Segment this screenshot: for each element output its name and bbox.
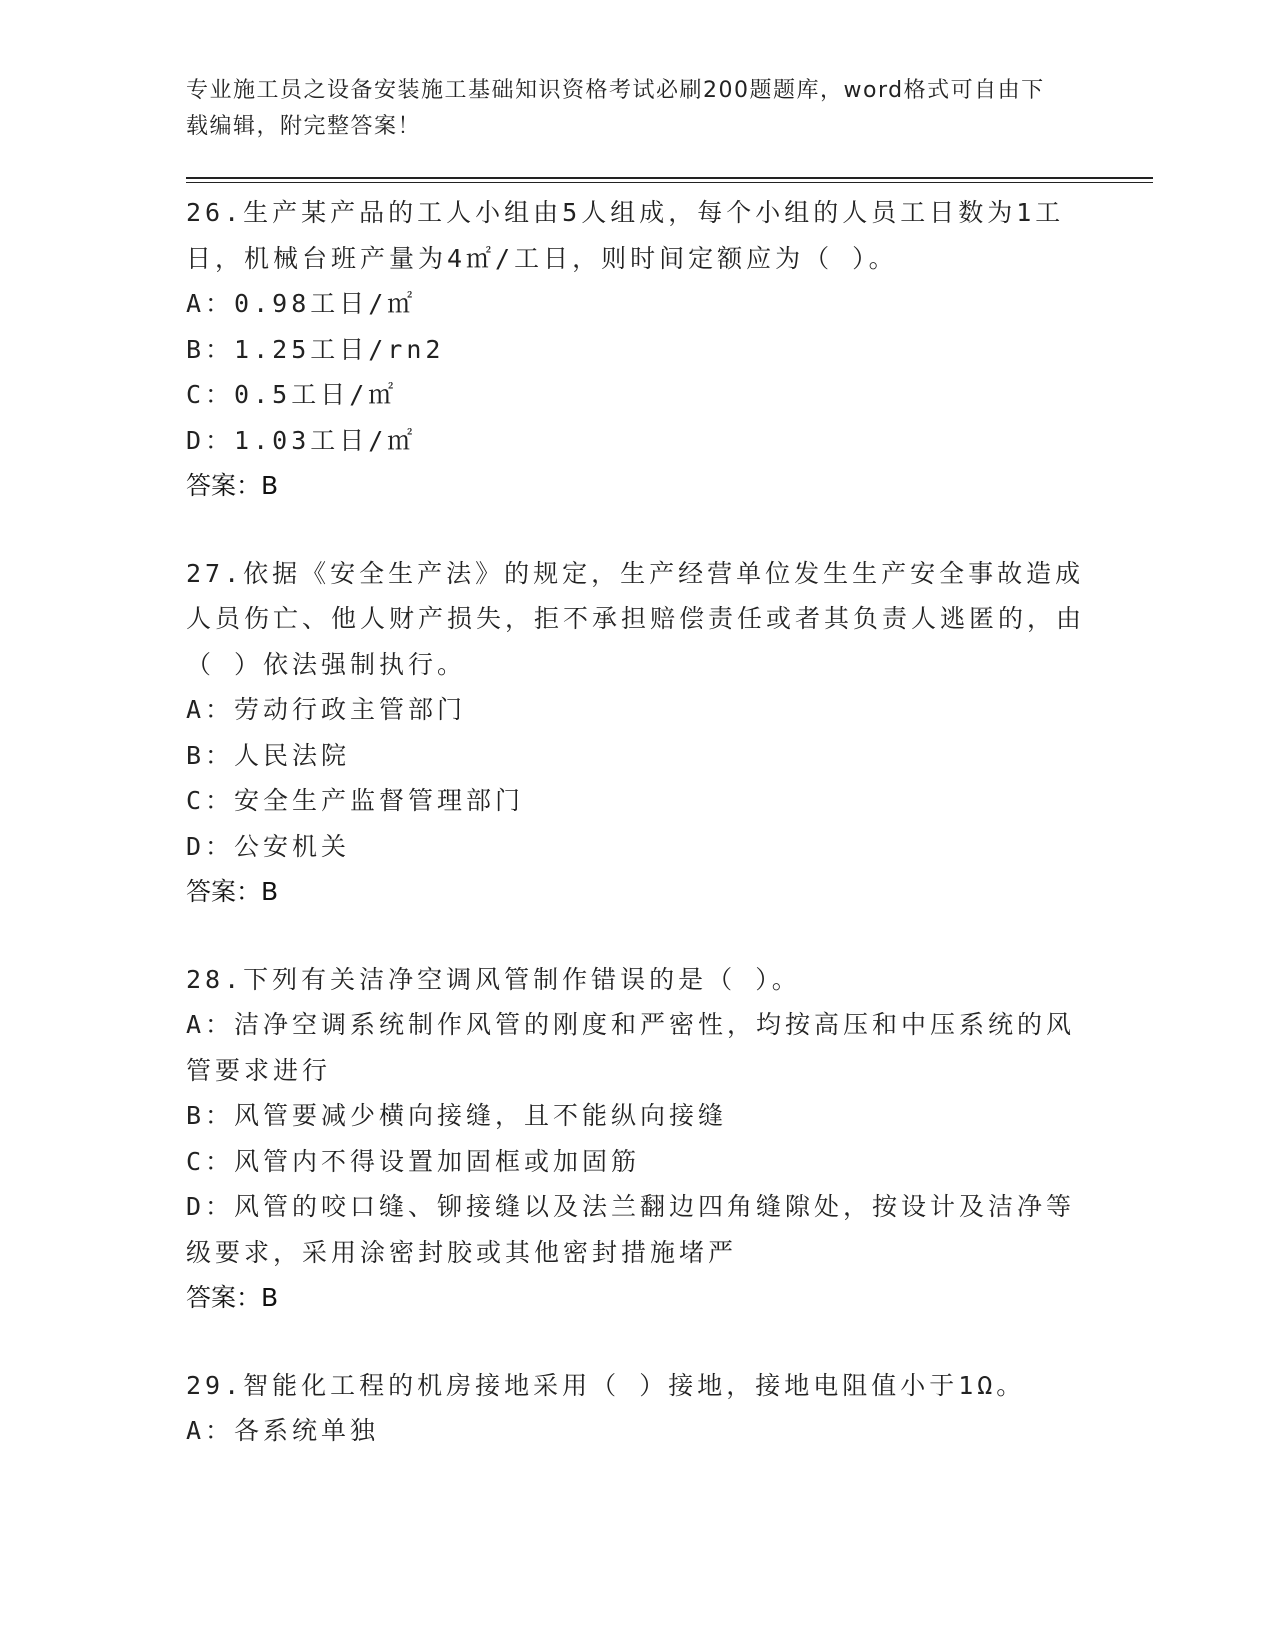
option-b: B：风管要减少横向接缝，且不能纵向接缝	[186, 1101, 728, 1130]
question-list	[186, 190, 1086, 1496]
question-28	[186, 957, 1086, 1321]
question-text: 26.生产某产品的工人小组由5人组成，每个小组的人员工日数为1工日，机械台班产量为4㎡/工日，则时间定额应为（ ）。	[186, 198, 1065, 273]
option-a: A：洁净空调系统制作风管的刚度和严密性，均按高压和中压系统的风管要求进行	[186, 1010, 1076, 1085]
answer-line: 答案：B	[186, 877, 279, 906]
option-d: D：公安机关	[186, 831, 351, 861]
option-c: C：安全生产监督管理部门	[186, 786, 525, 815]
question-29	[186, 1363, 1086, 1454]
option-b: B：1.25工日/rn2	[186, 334, 445, 364]
option-b: B：人民法院	[186, 740, 351, 770]
option-d: D：风管的咬口缝、铆接缝以及法兰翻边四角缝隙处，按设计及洁净等级要求，采用涂密封胶或其他密封措施堵严	[186, 1192, 1076, 1267]
header-rule-thick	[186, 177, 1153, 179]
option-a: A：各系统单独	[186, 1416, 380, 1445]
answer-line: 答案：B	[186, 471, 279, 500]
question-text: 28.下列有关洁净空调风管制作错误的是（ ）。	[186, 964, 801, 994]
option-a: A：劳动行政主管部门	[186, 695, 467, 724]
question-27	[186, 551, 1086, 915]
option-a: A：0.98工日/㎡	[186, 289, 417, 318]
document-header: 专业施工员之设备安装施工基础知识资格考试必刷200题题库，word格式可自由下载编辑，附完整答案！	[186, 78, 1045, 139]
header-rule-thin	[186, 182, 1153, 183]
option-c: C：0.5工日/㎡	[186, 380, 398, 409]
answer-line: 答案：B	[186, 1283, 279, 1312]
option-c: C：风管内不得设置加固框或加固筋	[186, 1146, 641, 1176]
option-d: D：1.03工日/㎡	[186, 425, 417, 455]
question-text: 29.智能化工程的机房接地采用（ ）接地，接地电阻值小于1Ω。	[186, 1370, 1026, 1400]
question-26	[186, 190, 1086, 509]
question-text: 27.依据《安全生产法》的规定，生产经营单位发生生产安全事故造成人员伤亡、他人财产损失，拒不承担赔偿责任或者其负责人逃匿的，由（ ）依法强制执行。	[186, 558, 1086, 679]
